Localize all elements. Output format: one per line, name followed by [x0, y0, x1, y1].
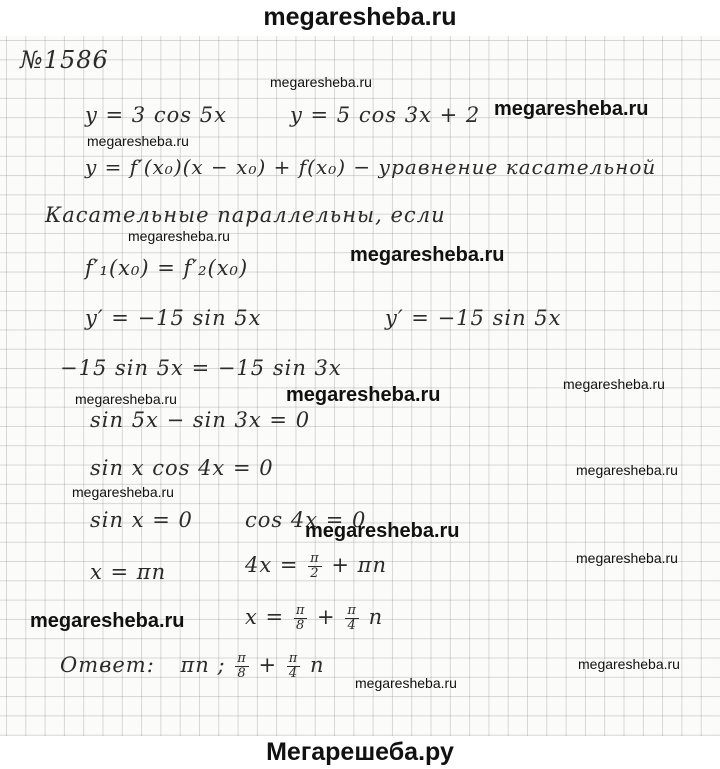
watermark: megaresheba.ru — [576, 550, 678, 566]
case-sin-zero: sin x = 0 — [90, 508, 193, 532]
tangent-equation: y = f′(x₀)(x − x₀) + f(x₀) − уравнение касательной — [85, 155, 657, 179]
function-1: y = 3 cos 5x — [85, 103, 227, 127]
plus-sign: + — [258, 653, 278, 677]
watermark: megaresheba.ru — [350, 244, 505, 266]
derivative-equality: f′₁(x₀) = f′₂(x₀) — [85, 256, 249, 280]
parallel-condition-text: Касательные параллельны, если — [45, 203, 446, 227]
derivative-1: y′ = −15 sin 5x — [85, 306, 262, 330]
fraction-denominator: 4 — [347, 618, 357, 633]
fraction-pi-over-4 — [345, 604, 359, 633]
root-2-final-prefix: x = — [245, 605, 285, 629]
fraction-numerator: π — [237, 651, 247, 666]
answer-part-1: πn ; — [180, 653, 226, 677]
fraction-denominator: 2 — [310, 566, 320, 581]
equation-step-2: sin 5x − sin 3x = 0 — [90, 408, 311, 432]
watermark: megaresheba.ru — [30, 610, 185, 632]
watermark: megaresheba.ru — [578, 656, 680, 672]
answer-label: Ответ: — [60, 653, 155, 677]
equation-step-3: sin x cos 4x = 0 — [90, 456, 274, 480]
watermark: megaresheba.ru — [305, 520, 460, 542]
watermark: megaresheba.ru — [87, 133, 189, 149]
fraction-numerator: π — [347, 603, 357, 618]
answer-fraction-pi-over-4 — [287, 652, 301, 681]
fraction-pi-over-2 — [308, 552, 322, 581]
root-2-final — [245, 604, 383, 633]
derivative-2: y′ = −15 sin 5x — [385, 306, 562, 330]
fraction-denominator: 8 — [295, 618, 306, 633]
root-2-final-suffix: n — [368, 605, 384, 629]
function-2: y = 5 cos 3x + 2 — [290, 103, 481, 127]
watermark: megaresheba.ru — [286, 384, 441, 406]
root-2-step — [245, 552, 387, 581]
root-1: x = πn — [90, 560, 167, 584]
plus-sign: + — [317, 605, 336, 629]
answer-fraction-pi-over-8 — [235, 652, 249, 681]
problem-number: №1586 — [20, 46, 109, 74]
equation-step-1: −15 sin 5x = −15 sin 3x — [60, 356, 342, 380]
fraction-numerator: π — [310, 551, 320, 566]
watermark: megaresheba.ru — [576, 462, 678, 478]
fraction-denominator: 4 — [288, 666, 299, 681]
fraction-denominator: 8 — [237, 666, 247, 681]
fraction-pi-over-8 — [294, 604, 308, 633]
site-footer-title: Мегарешеба.ру — [0, 736, 720, 769]
watermark: megaresheba.ru — [270, 74, 372, 90]
case-cos-zero: cos 4x = 0 — [245, 508, 367, 532]
root-2-suffix: + πn — [331, 553, 388, 577]
watermark: megaresheba.ru — [128, 228, 230, 244]
watermark: megaresheba.ru — [72, 484, 174, 500]
root-2-prefix: 4x = — [245, 553, 299, 577]
watermark: megaresheba.ru — [494, 98, 649, 120]
watermark: megaresheba.ru — [75, 391, 177, 407]
site-header-title: megaresheba.ru — [263, 3, 457, 31]
fraction-numerator: π — [288, 651, 299, 666]
watermark: megaresheba.ru — [563, 376, 665, 392]
answer-line — [60, 652, 325, 681]
watermark: megaresheba.ru — [355, 675, 457, 691]
fraction-numerator: π — [295, 603, 306, 618]
answer-suffix: n — [310, 653, 325, 677]
